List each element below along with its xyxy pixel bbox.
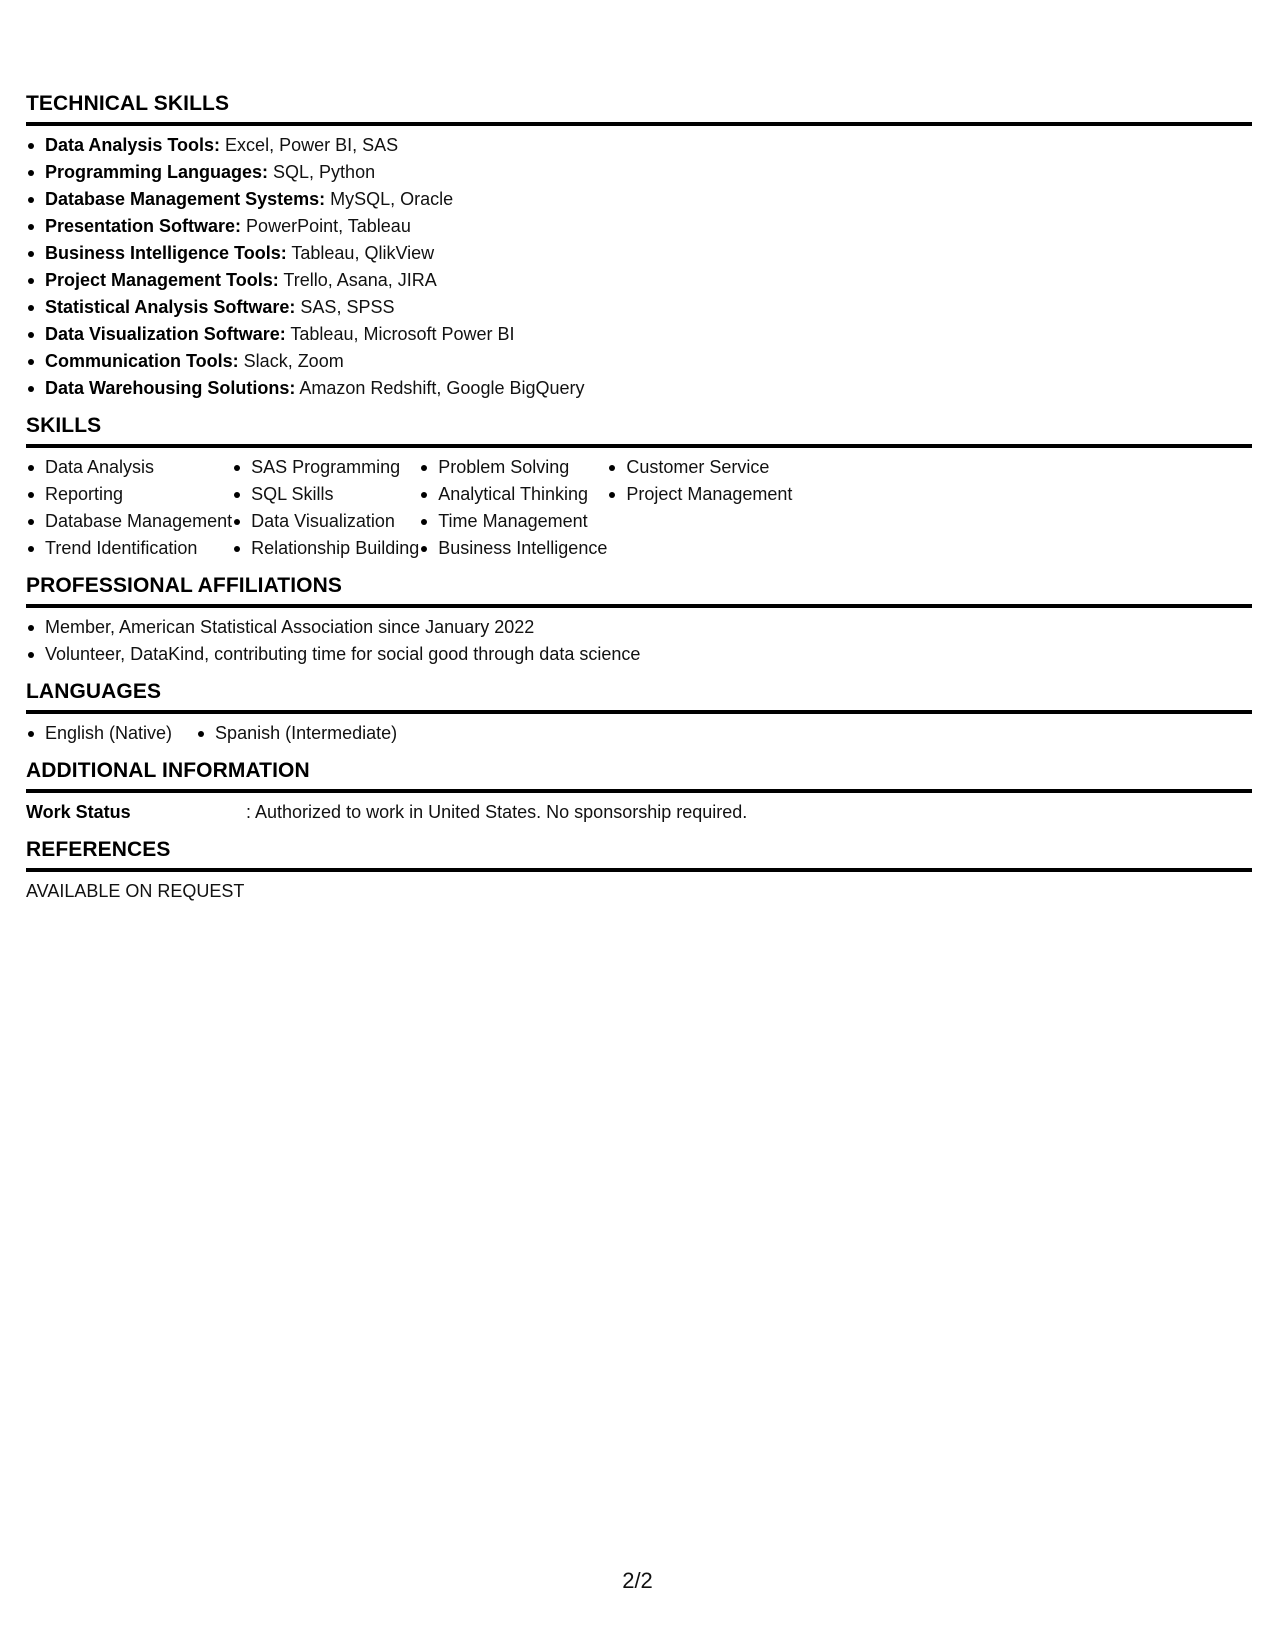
technical-skill-label: Data Warehousing Solutions:: [45, 378, 296, 398]
skill-item: Business Intelligence: [419, 535, 607, 562]
technical-skill-value: SQL, Python: [268, 162, 376, 182]
affiliations-heading: PROFESSIONAL AFFILIATIONS: [26, 572, 1252, 608]
technical-skill-item: [26, 186, 1252, 213]
skills-column-4: [607, 454, 792, 562]
skill-item: Reporting: [26, 481, 232, 508]
technical-skill-label: Data Analysis Tools:: [45, 135, 221, 155]
technical-skills-heading: TECHNICAL SKILLS: [26, 90, 1252, 126]
languages-section: [26, 678, 1252, 747]
affiliations-list: [26, 614, 1252, 668]
affiliations-section: [26, 572, 1252, 668]
technical-skill-value: Tableau, QlikView: [286, 243, 435, 263]
technical-skills-list: [26, 132, 1252, 402]
technical-skill-label: Presentation Software:: [45, 216, 242, 236]
technical-skill-item: [26, 348, 1252, 375]
skill-item: Analytical Thinking: [419, 481, 607, 508]
work-status-row: [26, 799, 1252, 826]
language-item: Spanish (Intermediate): [196, 720, 397, 747]
references-heading: REFERENCES: [26, 836, 1252, 872]
skills-section: [26, 412, 1252, 562]
skill-item: Customer Service: [607, 454, 792, 481]
technical-skill-label: Communication Tools:: [45, 351, 239, 371]
technical-skill-value: SAS, SPSS: [295, 297, 395, 317]
skills-heading: SKILLS: [26, 412, 1252, 448]
technical-skill-label: Programming Languages:: [45, 162, 269, 182]
affiliation-item: Member, American Statistical Association since January 2022: [26, 614, 1252, 641]
technical-skill-item: [26, 132, 1252, 159]
skills-grid: [26, 454, 1252, 562]
skill-item: Time Management: [419, 508, 607, 535]
skill-item: SQL Skills: [232, 481, 419, 508]
technical-skill-label: Project Management Tools:: [45, 270, 279, 290]
technical-skill-value: Excel, Power BI, SAS: [220, 135, 399, 155]
technical-skill-item: [26, 240, 1252, 267]
additional-info-section: [26, 757, 1252, 826]
technical-skill-label: Business Intelligence Tools:: [45, 243, 287, 263]
languages-heading: LANGUAGES: [26, 678, 1252, 714]
technical-skill-item: [26, 375, 1252, 402]
skills-column-3: [419, 454, 607, 562]
technical-skill-value: Slack, Zoom: [238, 351, 344, 371]
skill-item: Data Analysis: [26, 454, 232, 481]
skill-item: Trend Identification: [26, 535, 232, 562]
technical-skill-label: Database Management Systems:: [45, 189, 326, 209]
skill-item: Project Management: [607, 481, 792, 508]
technical-skill-value: PowerPoint, Tableau: [241, 216, 411, 236]
languages-list: [26, 720, 1252, 747]
technical-skill-label: Statistical Analysis Software:: [45, 297, 296, 317]
technical-skill-item: [26, 321, 1252, 348]
affiliation-item: Volunteer, DataKind, contributing time for social good through data science: [26, 641, 1252, 668]
page-number: 2/2: [622, 1568, 653, 1593]
technical-skill-value: Trello, Asana, JIRA: [278, 270, 437, 290]
language-item: English (Native): [26, 720, 172, 747]
work-status-value: : Authorized to work in United States. No sponsorship required.: [246, 802, 748, 822]
skill-item: Problem Solving: [419, 454, 607, 481]
work-status-label: Work Status: [26, 802, 131, 822]
references-section: [26, 836, 1252, 905]
technical-skill-value: Tableau, Microsoft Power BI: [285, 324, 515, 344]
technical-skills-section: [26, 90, 1252, 402]
references-text: AVAILABLE ON REQUEST: [26, 881, 245, 901]
technical-skill-item: [26, 213, 1252, 240]
additional-info-heading: ADDITIONAL INFORMATION: [26, 757, 1252, 793]
technical-skill-value: Amazon Redshift, Google BigQuery: [295, 378, 585, 398]
technical-skill-value: MySQL, Oracle: [325, 189, 454, 209]
resume-page: [26, 90, 1252, 915]
skill-item: Database Management: [26, 508, 232, 535]
skill-item: SAS Programming: [232, 454, 419, 481]
technical-skill-item: [26, 159, 1252, 186]
skill-item: Relationship Building: [232, 535, 419, 562]
technical-skill-item: [26, 294, 1252, 321]
skills-column-2: [232, 454, 419, 562]
skill-item: Data Visualization: [232, 508, 419, 535]
skills-column-1: [26, 454, 232, 562]
technical-skill-item: [26, 267, 1252, 294]
technical-skill-label: Data Visualization Software:: [45, 324, 286, 344]
